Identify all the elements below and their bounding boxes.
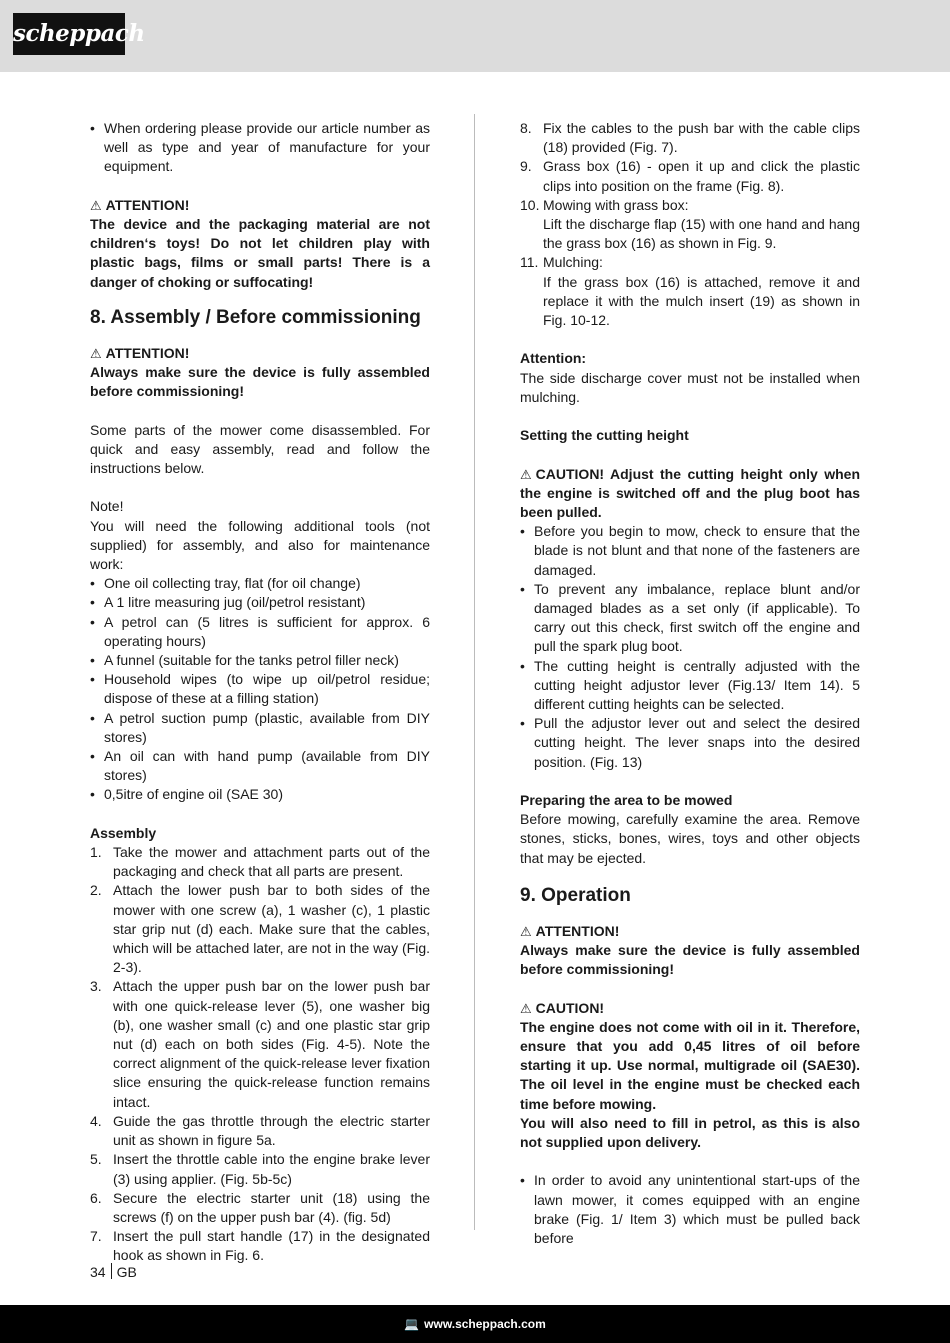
- step-text: Grass box (16) - open it up and click the plastic clips into position on the frame (Fig. 8).: [543, 158, 860, 194]
- step-text: Attach the upper push bar on the lower push bar with one quick-release lever (5), one washer big (b), one washer small (c) and one plastic star grip nut (d) each on both sides (Fig. 4-5). Note the correct alignment of the quick-release lever fixation slice ensuring the quick-release function remains intact.: [113, 978, 430, 1110]
- attention-title: ATTENTION!: [105, 344, 190, 361]
- prep-heading: Preparing the area to be mowed: [520, 792, 733, 809]
- caution-text: CAUTION! Adjust the cutting height only when the engine is switched off and the plug boot has been pulled.: [520, 465, 860, 521]
- step-subtext: If the grass box (16) is attached, remove it and replace it with the mulch insert (19) as shown in Fig. 10-12.: [543, 273, 860, 329]
- section-8-title: 8. Assembly / Before commissioning: [90, 306, 421, 328]
- list-item: [90, 1150, 430, 1188]
- separator: [111, 1263, 112, 1279]
- warning-triangle-icon: ⚠: [520, 923, 532, 939]
- attention-paragraph: The side discharge cover must not be installed when mulching.: [520, 369, 860, 405]
- list-item: • A petrol can (5 litres is sufficient for approx. 6 operating hours): [90, 613, 430, 651]
- attention-text: The device and the packaging material are not children‘s toys! Do not let children play with plastic bags, films or small parts! There is a danger of choking or suffocating!: [90, 216, 430, 290]
- warning-triangle-icon: ⚠: [520, 466, 532, 482]
- step-number: 9.: [520, 158, 532, 175]
- list-item: • One oil collecting tray, flat (for oil change): [90, 574, 430, 593]
- page-number: [90, 1263, 137, 1280]
- step-number: 2.: [90, 882, 102, 899]
- page-number-value: 34: [90, 1264, 106, 1280]
- language-code: GB: [116, 1264, 137, 1280]
- step-number: 5.: [90, 1151, 102, 1168]
- list-item: • 0,5itre of engine oil (SAE 30): [90, 785, 430, 804]
- step-text: Fix the cables to the push bar with the cable clips (18) provided (Fig. 7).: [543, 120, 860, 156]
- engine-brake-list: [520, 1171, 860, 1248]
- list-item: • Pull the adjustor lever out and select the desired cutting height. The lever snaps into the desired position. (Fig. 13): [520, 714, 860, 772]
- list-item: • Before you begin to mow, check to ensure that the blade is not blunt and that none of the fasteners are damaged.: [520, 522, 860, 580]
- cutting-height-heading: Setting the cutting height: [520, 427, 689, 444]
- attention-heading: [90, 196, 430, 215]
- step-number: 6.: [90, 1189, 102, 1206]
- warning-triangle-icon: ⚠: [90, 345, 102, 361]
- caution-text-2: You will also need to fill in petrol, as this is also not supplied upon delivery.: [520, 1114, 860, 1151]
- list-item: • A funnel (suitable for the tanks petrol filler neck): [90, 651, 430, 670]
- step-text: Take the mower and attachment parts out of the packaging and check that all parts are present.: [113, 844, 430, 880]
- step-subtext: Lift the discharge flap (15) with one hand and hang the grass box (16) as shown in Fig. 9.: [543, 216, 860, 252]
- right-column: [520, 119, 860, 1248]
- brand-logo: scheppach: [13, 13, 125, 55]
- list-item: • When ordering please provide our article number as well as type and year of manufacture for your equipment.: [90, 119, 430, 177]
- list-item: [520, 157, 860, 195]
- step-number: 10.: [520, 196, 540, 213]
- step-text: Insert the throttle cable into the engine brake lever (3) using applier. (Fig. 5b-5c): [113, 1151, 430, 1187]
- attention-label: Attention:: [520, 350, 587, 367]
- list-item: • A 1 litre measuring jug (oil/petrol resistant): [90, 593, 430, 612]
- attention-title: ATTENTION!: [105, 196, 190, 213]
- list-item: [520, 196, 860, 254]
- caution-text: The engine does not come with oil in it. Therefore, ensure that you add 0,45 litres of oil before starting it up. Use normal, multigrade oil (SAE30). The oil level in the engine must be checked each time before mowing.: [520, 1018, 860, 1112]
- assembly-steps-continued: [520, 119, 860, 330]
- step-number: 4.: [90, 1112, 102, 1129]
- step-number: 3.: [90, 978, 102, 995]
- left-column: [90, 119, 430, 1266]
- attention-title: ATTENTION!: [535, 922, 620, 939]
- list-item: [520, 119, 860, 157]
- assembly-steps: [90, 843, 430, 1265]
- step-text: Secure the electric starter unit (18) using the screws (f) on the upper push bar (4). (fig. 5d): [113, 1189, 430, 1225]
- list-item: • An oil can with hand pump (available from DIY stores): [90, 747, 430, 785]
- tools-list: [90, 574, 430, 804]
- list-item: • Household wipes (to wipe up oil/petrol residue; dispose of these at a filling station): [90, 670, 430, 708]
- column-divider: [474, 114, 475, 1230]
- note-text: You will need the following additional tools (not supplied) for assembly, and also for maintenance work:: [90, 517, 430, 573]
- list-item: • To prevent any imbalance, replace blunt and/or damaged blades as a set only (if applicable). To carry out this check, first switch off the engine and pull the spark plug boot.: [520, 580, 860, 657]
- list-item: [90, 1112, 430, 1150]
- attention-heading: [90, 344, 430, 363]
- step-text: Mulching:: [543, 254, 603, 271]
- step-text: Insert the pull start handle (17) in the designated hook as shown in Fig. 6.: [113, 1228, 430, 1264]
- website-link[interactable]: www.scheppach.com: [424, 1317, 546, 1331]
- list-item: [90, 977, 430, 1111]
- intro-paragraph: Some parts of the mower come disassembled. For quick and easy assembly, read and follow the instructions below.: [90, 421, 430, 477]
- step-text: Attach the lower push bar to both sides of the mower with one screw (a), 1 washer (c), 1 plastic star grip nut (d) each. Make sure that the cables, which will be attached later, are not in the way (Fig. 2-3).: [113, 882, 430, 976]
- page-header: [0, 0, 950, 72]
- warning-triangle-icon: ⚠: [90, 197, 102, 213]
- step-number: 11.: [520, 254, 539, 271]
- list-item: • In order to avoid any unintentional start-ups of the lawn mower, it comes equipped with an engine brake (Fig. 1/ Item 3) which must be pulled back before: [520, 1171, 860, 1248]
- caution-paragraph: [520, 465, 860, 523]
- list-item: • A petrol suction pump (plastic, available from DIY stores): [90, 709, 430, 747]
- list-item: [90, 1227, 430, 1265]
- step-text: Guide the gas throttle through the electric starter unit as shown in figure 5a.: [113, 1112, 430, 1149]
- attention-text: Always make sure the device is fully assembled before commissioning!: [520, 942, 860, 978]
- step-number: 7.: [90, 1228, 102, 1245]
- computer-icon: 💻: [404, 1317, 420, 1331]
- list-item: • The cutting height is centrally adjusted with the cutting height adjustor lever (Fig.13/ Item 14). 5 different cutting heights can be selected.: [520, 657, 860, 715]
- list-item: [90, 1189, 430, 1227]
- note-label: Note!: [90, 498, 124, 515]
- section-9-title: 9. Operation: [520, 884, 631, 906]
- step-number: 8.: [520, 120, 532, 136]
- page-footer: [0, 1305, 950, 1343]
- list-item: [90, 881, 430, 977]
- caution-title: CAUTION!: [535, 999, 605, 1016]
- prep-paragraph: Before mowing, carefully examine the area. Remove stones, sticks, bones, wires, toys and other objects that may be ejected.: [520, 811, 860, 866]
- cutting-height-list: [520, 522, 860, 772]
- step-text: Mowing with grass box:: [543, 196, 689, 213]
- warning-triangle-icon: ⚠: [520, 1000, 532, 1016]
- list-item: [520, 253, 860, 330]
- order-note-list: [90, 119, 430, 177]
- step-number: 1.: [90, 844, 102, 861]
- attention-heading: [520, 922, 860, 941]
- attention-text: Always make sure the device is fully assembled before commissioning!: [90, 364, 430, 400]
- list-item: [90, 843, 430, 881]
- assembly-heading: Assembly: [90, 824, 157, 841]
- caution-heading: [520, 999, 860, 1018]
